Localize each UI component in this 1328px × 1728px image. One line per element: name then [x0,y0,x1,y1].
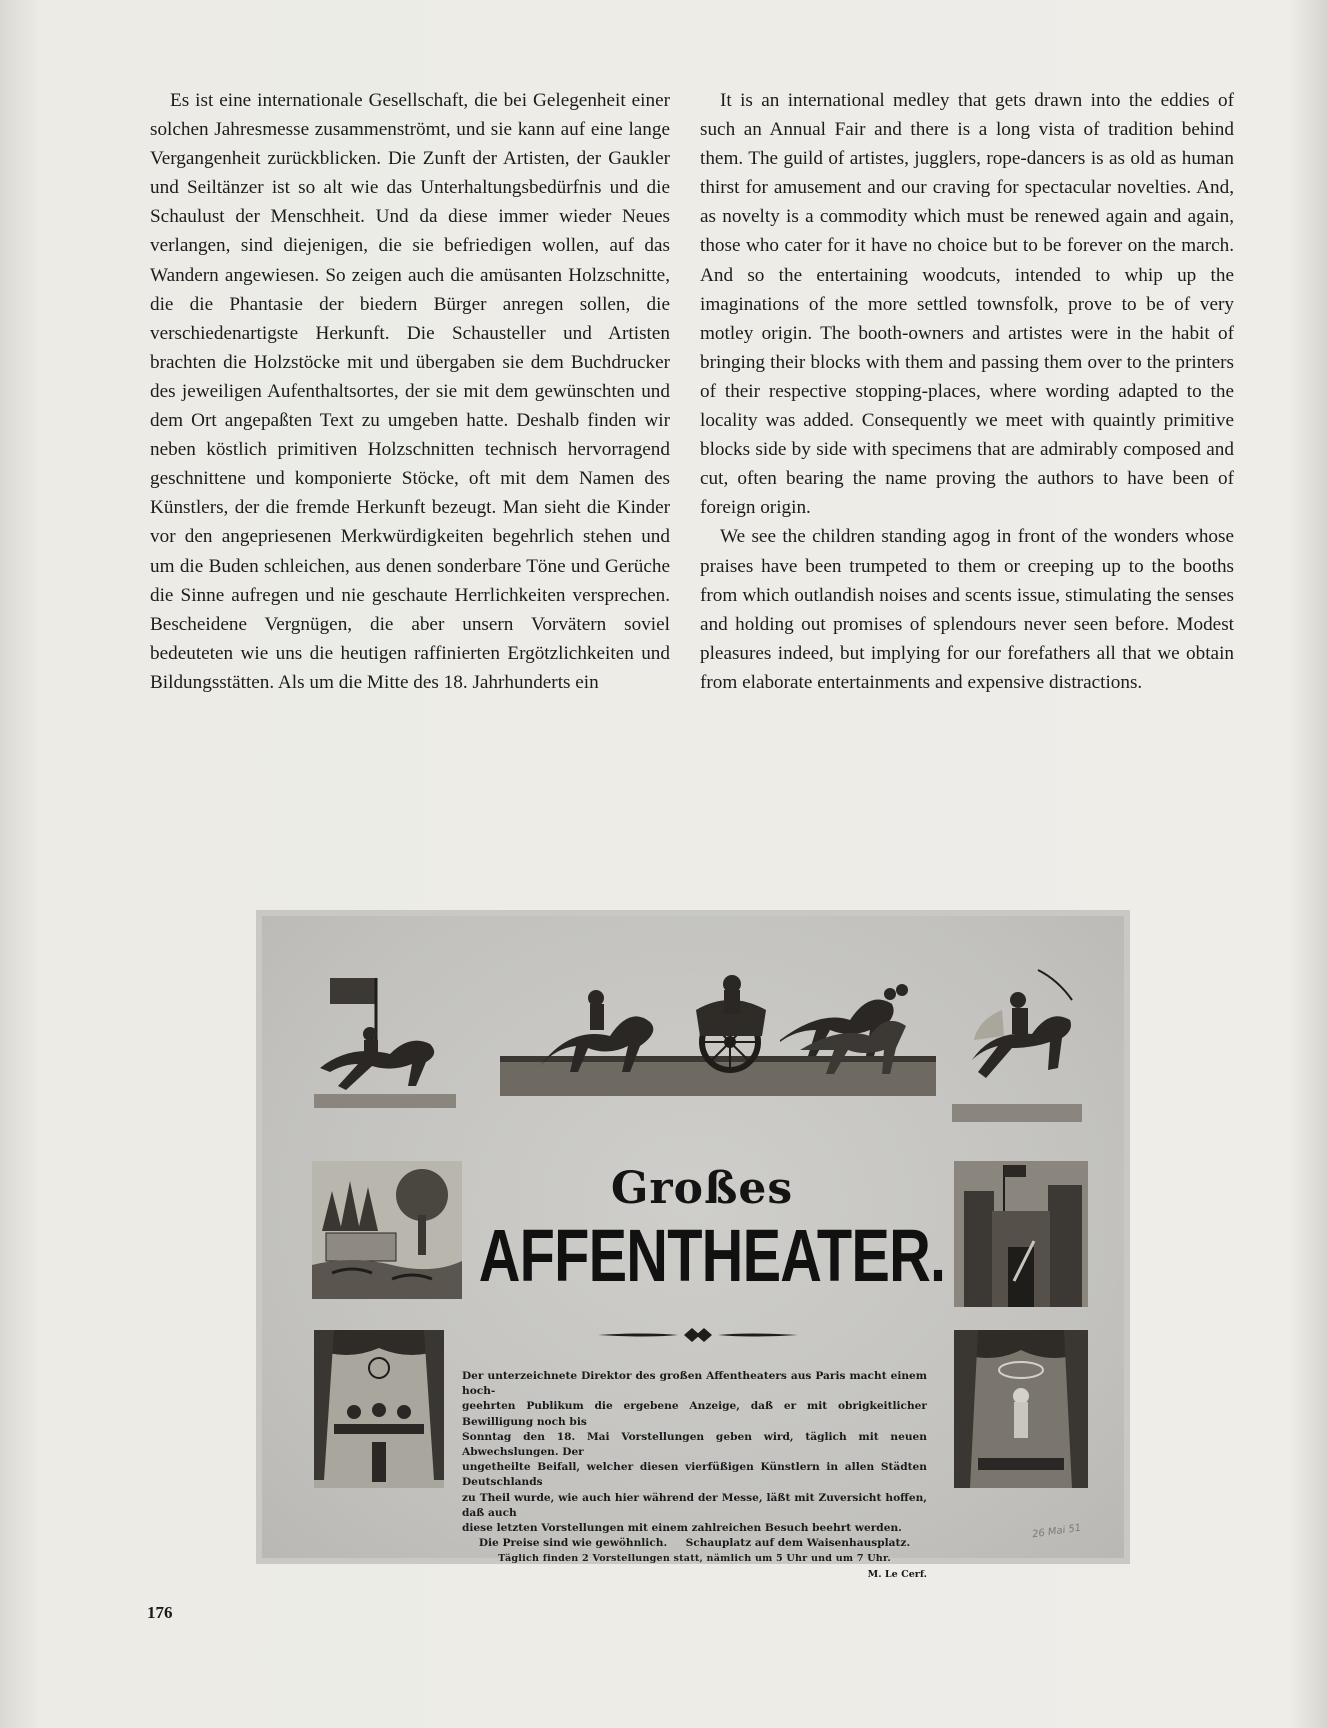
poster-title-big: AFFENTHEATER. [478,1214,946,1297]
german-paragraph: Es ist eine internationale Gesellschaft, die bei Gelegenheit einer solchen Jahresmesse zusammenströmt, und sie kann auf eine lange Vergangenheit zurückblicken. Die Zunft der Artisten, der Gaukler und Seiltänzer ist so alt wie das Unterhaltungsbedürfnis und die Schaulust der Menschheit. Und da diese immer wieder Neues verlangen, sind diejenigen, die sie befriedigen wollen, auf das Wandern angewiesen. So zeigen auch die amüsanten Holzschnitte, die die Phantasie der biedern Bürger anregen sollen, die verschiedenartigste Herkunft. Die Schausteller und Artisten brachten die Holzstöcke mit und übergaben sie dem Buchdrucker des jeweiligen Aufenthaltsortes, der sie mit dem gewünschten und dem Ort angepaßten Text zu umgeben hatte. Deshalb finden wir neben köstlich primitiven Holzschnitten technisch hervorragend geschnittene und komponierte Stöcke, oft mit dem Namen des Künstlers, der die fremde Herkunft bezeugt. Man sieht die Kinder vor den angepriesenen Merkwürdigkeiten begehrlich stehen und um die Buden schleichen, aus denen sonderbare Töne und Gerüche die Sinne aufregen und nie geschaute Herrlichkeiten versprechen. Bescheidene Vergnügen, die aber unsern Vorvätern soviel bedeuteten wie uns die heutigen raffinierten Ergötzlichkeiten und Bildungsstätten. Als um die Mitte des 18. Jahrhunderts ein [150,90,670,693]
pencil-annotation: 26 Mai 51 [1031,1522,1082,1541]
poster-body-text [462,1369,927,1582]
poster-signature: M. Le Cerf. [867,1568,927,1580]
poster-body-line: geehrten Publikum die ergebene Anzeige, daß er mit obrigkeitlicher Bewilligung noch bis [462,1400,927,1428]
affentheater-poster-image [256,910,1130,1580]
german-column [150,86,670,697]
village-scene-woodcut [312,1161,462,1299]
page-number: 176 [147,1603,173,1622]
poster-paper [262,916,1124,1580]
poster-body-line: zu Theil wurde, wie auch hier während der Messe, läßt mit Zuversicht hoffen, daß auch [462,1491,927,1519]
poster-prices-line: Die Preise sind wie gewöhnlich. Schauplatz auf dem Waisenhausplatz. [478,1537,911,1550]
poster-body-line: diese letzten Vorstellungen mit einem zahlreichen Besuch beehrt werden. [462,1522,902,1535]
rider-rearing-horse-woodcut [942,964,1092,1124]
chariot-woodcut [500,970,936,1102]
poster-body-line: ungetheilte Beifall, welcher diesen vierfüßigen Künstlern in allen Städten Deutschlands [462,1461,927,1489]
ornament-divider [598,1324,798,1346]
poster-daily-line: Täglich finden 2 Vorstellungen statt, nämlich um 5 Uhr und um 7 Uhr. [498,1553,891,1565]
poster-title-small: Großes [610,1163,794,1214]
english-paragraph-2: We see the children standing agog in front of the wonders whose praises have been trumpeted to them or creeping up to the booths from which outlandish noises and scents issue, stimulating the senses and holding out promises of splendours never seen before. Modest pleasures indeed, but implying for our forefathers all that we obtain from elaborate entertainments and expensive distractions. [700,526,1234,693]
flag-rider-woodcut [310,976,460,1110]
english-column [700,86,1234,697]
theatre-table-woodcut [314,1330,444,1488]
castle-woodcut [954,1161,1088,1307]
poster-body-line: Der unterzeichnete Direktor des großen Affentheaters aus Paris macht einem hoch- [462,1370,927,1398]
poster-body-line: Sonntag den 18. Mai Vorstellungen geben wird, täglich mit neuen Abwechslungen. Der [462,1430,927,1459]
english-paragraph-1: It is an international medley that gets drawn into the eddies of such an Annual Fair and there is a long vista of tradition behind them. The guild of artistes, jugglers, rope-dancers is as old as human thirst for amusement and our craving for spectacular novelties. And, as novelty is a commodity which must be renewed again and again, those who cater for it have no choice but to be forever on the march. And so the entertaining woodcuts, intended to whip up the imaginations of the more settled townsfolk, prove to be of very motley origin. The booth-owners and artistes were in the habit of bringing their blocks with them and passing them over to the printers of their respective stopping-places, where wording adapted to the locality was added. Consequently we meet with quaintly primitive blocks side by side with specimens that are admirably composed and cut, often bearing the name proving the authors to have been of foreign origin. [700,90,1234,519]
stage-performer-woodcut [954,1330,1088,1488]
